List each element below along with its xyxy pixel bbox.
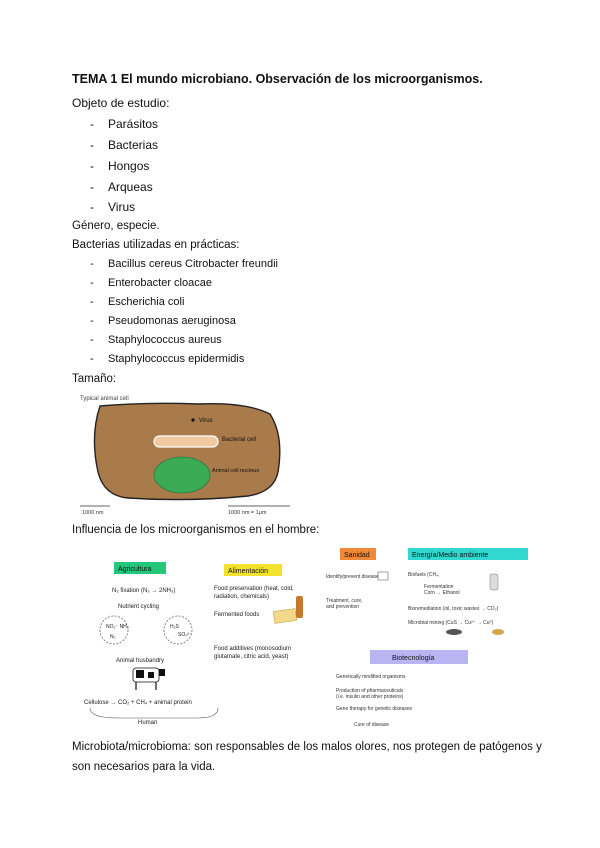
fuel-icon <box>490 574 498 590</box>
copper-icon <box>492 629 504 635</box>
svg-text:Biotecnología: Biotecnología <box>392 655 435 662</box>
tamano-heading: Tamaño: <box>72 373 117 385</box>
food-additives-l1: Food additives (monosodium <box>214 646 292 652</box>
svg-text:Energía/Medio ambiente: Energía/Medio ambiente <box>412 552 489 559</box>
svg-text:Cure of disease: Cure of disease <box>354 722 390 728</box>
cheese-icon <box>273 609 296 624</box>
svg-text:Alimentación: Alimentación <box>228 568 269 575</box>
microbiota-line-2: son necesarios para la vida. <box>72 761 216 773</box>
sanidad-note-2: Treatment, cure, <box>326 598 363 604</box>
influence-diagram <box>78 544 538 734</box>
svg-text:Animal husbandry: Animal husbandry <box>116 658 165 664</box>
objeto-heading: Objeto de estudio: <box>72 96 170 110</box>
list-item: - Parásitos <box>90 117 159 131</box>
list-item: - Virus <box>90 200 136 214</box>
food-additives-l2: glutamate, citric acid, yeast) <box>214 654 289 660</box>
bacterial-cell <box>154 436 218 447</box>
svg-text:Corn → Ethanol: Corn → Ethanol <box>424 590 460 596</box>
list-item: - Arqueas <box>90 180 153 194</box>
size-comparison-figure <box>78 392 298 517</box>
svg-text:Agricultura: Agricultura <box>118 566 152 573</box>
virus-label: Virus <box>199 418 213 424</box>
svg-text:Fermented foods: Fermented foods <box>214 612 260 618</box>
svg-text:Sanidad: Sanidad <box>344 552 370 559</box>
svg-text:NO₃⁻ NH₃: NO₃⁻ NH₃ <box>106 624 129 630</box>
svg-text:N₂ fixation (N₂ → 2NH₃): N₂ fixation (N₂ → 2NH₃) <box>112 588 176 594</box>
svg-text:Bioremediation (oil, toxic was: Bioremediation (oil, toxic wastes → CO₂) <box>408 606 499 612</box>
flow-arrow <box>90 708 218 718</box>
virus-dot <box>191 418 194 421</box>
cow-icon <box>133 668 165 690</box>
list-item: - Pseudomonas aeruginosa <box>90 315 236 327</box>
list-item: - Escherichia coli <box>90 296 185 308</box>
scale-left-label: 1000 nm <box>82 510 104 516</box>
svg-text:Human: Human <box>138 720 158 726</box>
list-item: - Enterobacter cloacae <box>90 277 212 289</box>
svg-text:Genetically modified organisms: Genetically modified organisms <box>336 674 406 680</box>
list-item: - Hongos <box>90 159 150 173</box>
food-preservation-l2: radiation, chemicals) <box>214 594 270 600</box>
bacterial-cell-label: Bacterial cell <box>222 437 257 443</box>
svg-text:Fermentation: Fermentation <box>424 584 454 590</box>
sanidad-note-3: and prevention <box>326 604 360 610</box>
svg-text:N₂: N₂ <box>110 634 116 640</box>
list-item: - Bacterias <box>90 138 159 152</box>
production-l2: (i.e. insulin and other proteins) <box>336 694 404 700</box>
nucleus-label: Animal cell nucleus <box>212 468 260 474</box>
food-preservation-l1: Food preservation (heat, cold, <box>214 586 294 592</box>
svg-text:Cellulose → CO₂ + CH₄ + animal: Cellulose → CO₂ + CH₄ + animal protein <box>84 700 192 706</box>
scale-right-label: 1000 nm = 1μm <box>228 510 267 516</box>
microbiota-line-1: Microbiota/microbioma: son responsables de los malos olores, nos protegen de patógenos y <box>72 741 542 753</box>
ore-icon <box>446 629 462 635</box>
list-item: - Bacillus cereus Citrobacter freundii <box>90 258 278 270</box>
nucleus <box>154 457 210 493</box>
svg-text:Gene therapy for genetic disea: Gene therapy for genetic diseases <box>336 706 413 712</box>
page-title: TEMA 1 El mundo microbiano. Observación de los microorganismos. <box>72 72 483 86</box>
sanidad-note-1: Identify/prevent disease <box>326 574 379 580</box>
bottle-icon <box>296 596 303 618</box>
svg-text:Biofuels (CH₄,: Biofuels (CH₄, <box>408 572 440 578</box>
production-l1: Production of pharmaceuticals <box>336 688 404 694</box>
list-item: - Staphylococcus epidermidis <box>90 353 245 365</box>
influencia-heading: Influencia de los microorganismos en el hombre: <box>72 524 320 536</box>
genero-text: Género, especie. <box>72 220 160 232</box>
svg-text:SO₄²⁻: SO₄²⁻ <box>178 632 192 638</box>
list-item: - Staphylococcus aureus <box>90 334 222 346</box>
sulfur-cycle <box>164 616 192 644</box>
svg-text:Microbial mining (CuS → Cu²⁺ →: Microbial mining (CuS → Cu²⁺ → Cu⁰) <box>408 620 494 626</box>
svg-text:H₂S: H₂S <box>170 624 179 630</box>
bacterias-heading: Bacterias utilizadas en prácticas: <box>72 239 240 251</box>
cell-label: Typical animal cell <box>80 396 129 402</box>
svg-text:Nutrient cycling: Nutrient cycling <box>118 604 160 610</box>
